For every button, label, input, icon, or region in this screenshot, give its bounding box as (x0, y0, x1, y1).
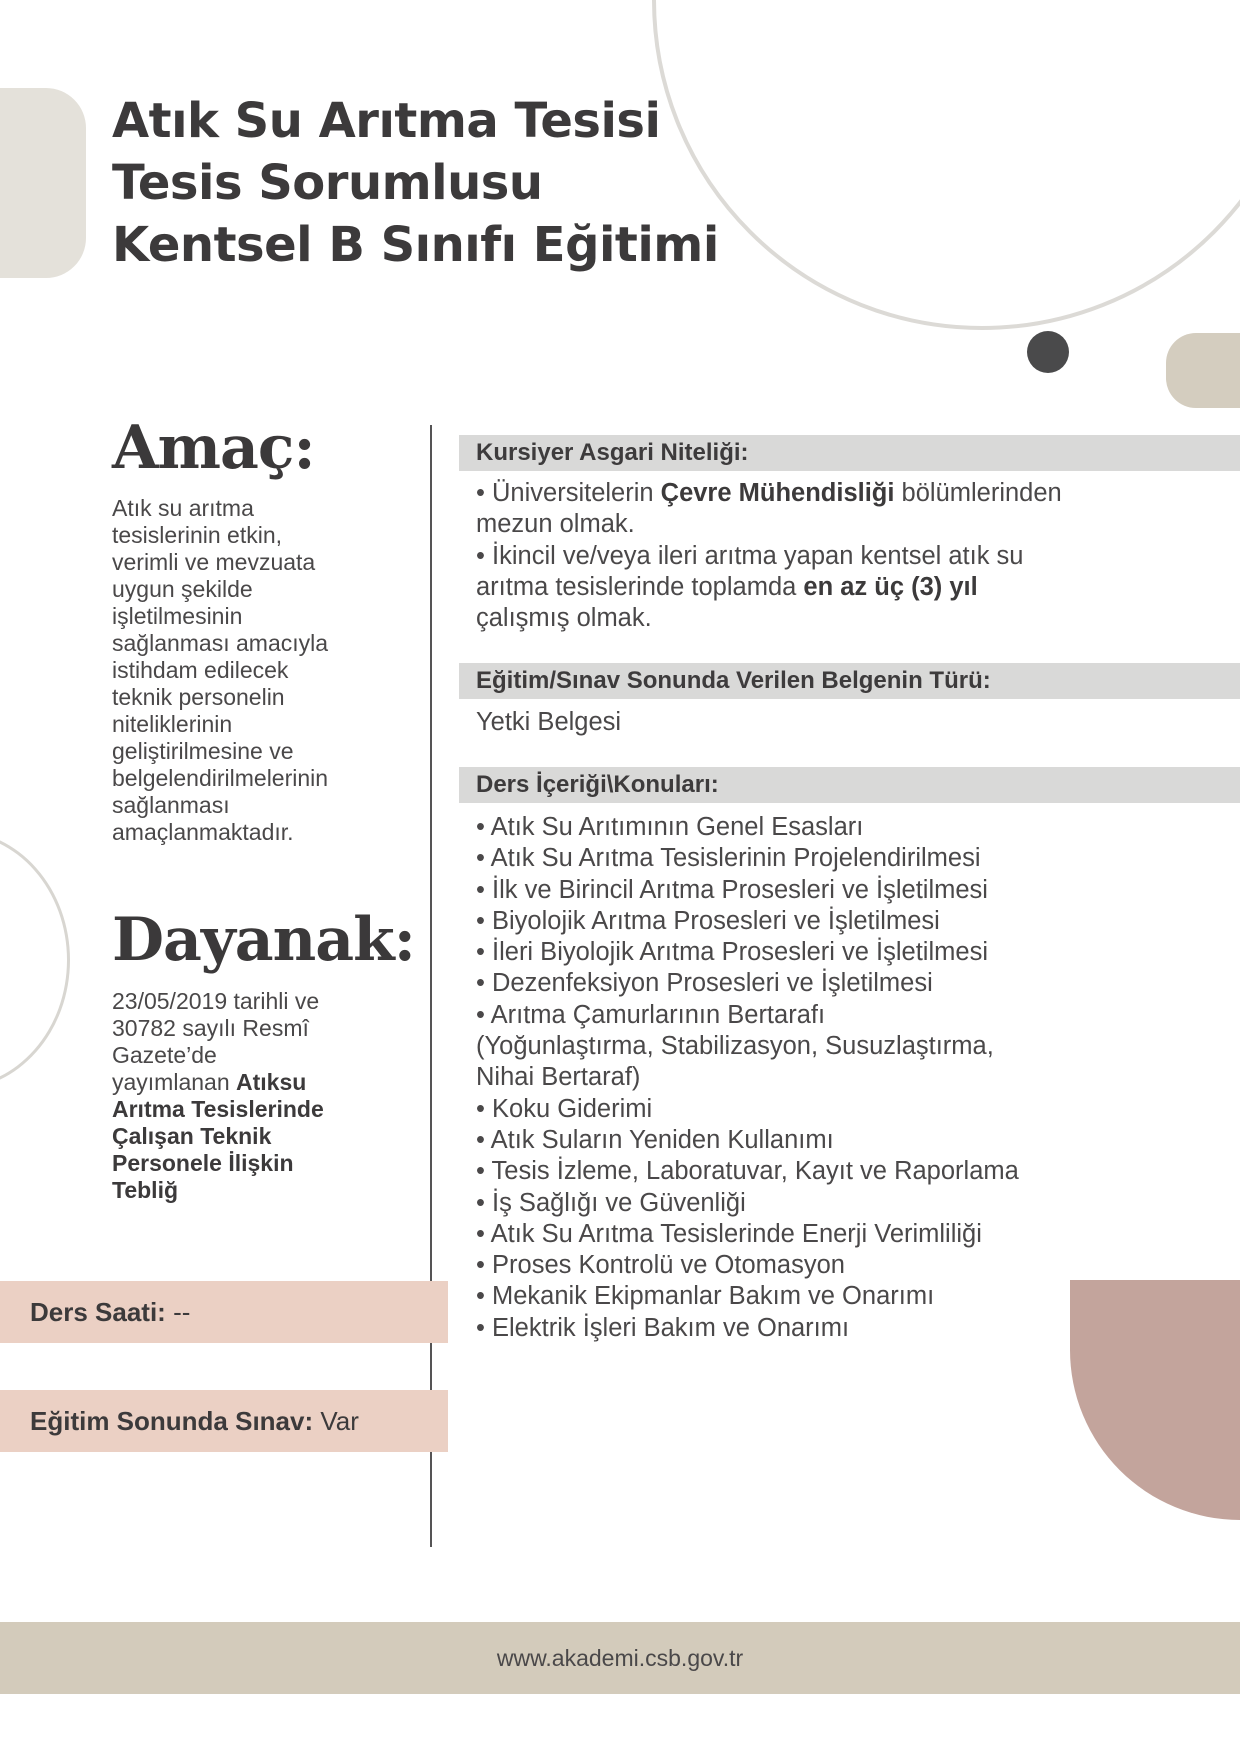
kursiyer-text (476, 478, 1196, 634)
ders-icerigi-heading: Ders İçeriği\Konuları: (459, 767, 1240, 803)
title-line: Tesis Sorumlusu (112, 155, 543, 211)
dayanak-line: 30782 sayılı Resmî (112, 1015, 309, 1041)
list-item: • Elektrik İşleri Bakım ve Onarımı (476, 1313, 850, 1342)
amac-line: belgelendirilmelerinin (112, 765, 329, 791)
list-item: • İlk ve Birincil Arıtma Prosesleri ve İşletilmesi (476, 875, 988, 904)
amac-line: teknik personelin (112, 684, 285, 710)
footer-url-link[interactable]: www.akademi.csb.gov.tr (496, 1645, 744, 1671)
dayanak-bold-text: Arıtma Tesislerinde (112, 1096, 324, 1122)
list-item: • Atık Su Arıtımının Genel Esasları (476, 813, 864, 841)
sinav-value: Var (313, 1406, 359, 1436)
kursiyer-line: çalışmış olmak. (476, 604, 652, 633)
footer-bar (0, 1622, 1240, 1694)
list-item: (Yoğunlaştırma, Stabilizasyon, Susuzlaştırma, (476, 1032, 994, 1061)
list-item: • Atık Su Arıtma Tesislerinin Projelendirilmesi (476, 844, 981, 873)
ders-saati-bar (0, 1281, 448, 1343)
page-title (112, 90, 812, 276)
list-item: • Mekanik Ekipmanlar Bakım ve Onarımı (476, 1282, 935, 1311)
list-item: • Atık Suların Yeniden Kullanımı (476, 1125, 834, 1154)
ders-saati-value: -- (165, 1297, 191, 1327)
list-item: • Koku Giderimi (476, 1094, 653, 1123)
kursiyer-line: • İkincil ve/veya ileri arıtma yapan kentsel atık su (476, 541, 1024, 570)
dayanak-line: 23/05/2019 tarihli ve (112, 988, 320, 1014)
dayanak-heading: Dayanak: (112, 905, 415, 975)
amac-line: istihdam edilecek (112, 657, 289, 683)
kursiyer-line: mezun olmak. (476, 510, 635, 539)
decorative-pill-right (1166, 333, 1240, 408)
text-span: arıtma tesislerinde toplamda (476, 572, 804, 601)
amac-heading: Amaç: (112, 413, 315, 483)
amac-line: sağlanması (112, 792, 230, 818)
kursiyer-heading: Kursiyer Asgari Niteliği: (459, 435, 1240, 471)
amac-line: Atık su arıtma (112, 495, 254, 521)
list-item: • Arıtma Çamurlarının Bertarafı (476, 1000, 826, 1029)
amac-line: niteliklerinin (112, 711, 233, 737)
list-item: • İş Sağlığı ve Güvenliği (476, 1188, 746, 1217)
dayanak-bold-text: Çalışan Teknik (112, 1123, 272, 1149)
text-span: • Üniversitelerin (476, 479, 661, 507)
decorative-pill-left (0, 88, 86, 278)
amac-line: verimli ve mevzuata (112, 549, 316, 575)
decorative-ring-left (0, 830, 70, 1090)
belge-heading: Eğitim/Sınav Sonunda Verilen Belgenin Türü: (459, 663, 1240, 699)
title-line: Kentsel B Sınıfı Eğitimi (112, 217, 719, 273)
dayanak-line (112, 1150, 402, 1177)
amac-line: amaçlanmaktadır. (112, 819, 294, 845)
list-item: • İleri Biyolojik Arıtma Prosesleri ve İşletilmesi (476, 938, 988, 967)
dayanak-bold-text: Atıksu (236, 1069, 307, 1095)
dayanak-bold-text: Personele İlişkin (112, 1150, 294, 1176)
kursiyer-line (476, 572, 1196, 603)
dayanak-text (112, 988, 402, 1204)
dayanak-line (112, 1177, 402, 1204)
list-item: Nihai Bertaraf) (476, 1063, 641, 1092)
dayanak-line (112, 1123, 402, 1150)
sinav-bar (0, 1390, 448, 1452)
bold-span: Çevre Mühendisliği (660, 479, 895, 507)
belge-value: Yetki Belgesi (476, 708, 622, 736)
amac-line: sağlanması amacıyla (112, 630, 329, 656)
bold-span: en az üç (3) yıl (803, 572, 978, 601)
list-item: • Atık Su Arıtma Tesislerinde Enerji Verimliliği (476, 1219, 982, 1248)
kursiyer-line (476, 478, 1196, 509)
amac-line: uygun şekilde (112, 576, 253, 602)
amac-line: tesislerinin etkin, (112, 522, 283, 548)
dayanak-line: Gazete’de (112, 1042, 217, 1068)
list-item: • Biyolojik Arıtma Prosesleri ve İşletilmesi (476, 906, 940, 935)
decorative-dot (1027, 331, 1069, 373)
text-span: bölümlerinden (894, 479, 1062, 507)
amac-line: geliştirilmesine ve (112, 738, 294, 764)
amac-text (112, 495, 402, 846)
dayanak-plain-text: yayımlanan (112, 1069, 237, 1095)
dayanak-bold-text: Tebliğ (112, 1177, 179, 1203)
list-item: • Dezenfeksiyon Prosesleri ve İşletilmesi (476, 969, 933, 998)
ders-saati-label: Ders Saati: (30, 1297, 166, 1327)
ders-icerigi-list (476, 812, 1196, 1344)
amac-line: işletilmesinin (112, 603, 243, 629)
list-item: • Proses Kontrolü ve Otomasyon (476, 1251, 845, 1280)
sinav-label: Eğitim Sonunda Sınav: (30, 1406, 314, 1436)
dayanak-line (112, 1096, 402, 1123)
dayanak-line (112, 1069, 402, 1096)
column-divider (430, 425, 432, 1547)
title-line: Atık Su Arıtma Tesisi (112, 93, 661, 149)
list-item: • Tesis İzleme, Laboratuvar, Kayıt ve Raporlama (476, 1157, 1019, 1186)
